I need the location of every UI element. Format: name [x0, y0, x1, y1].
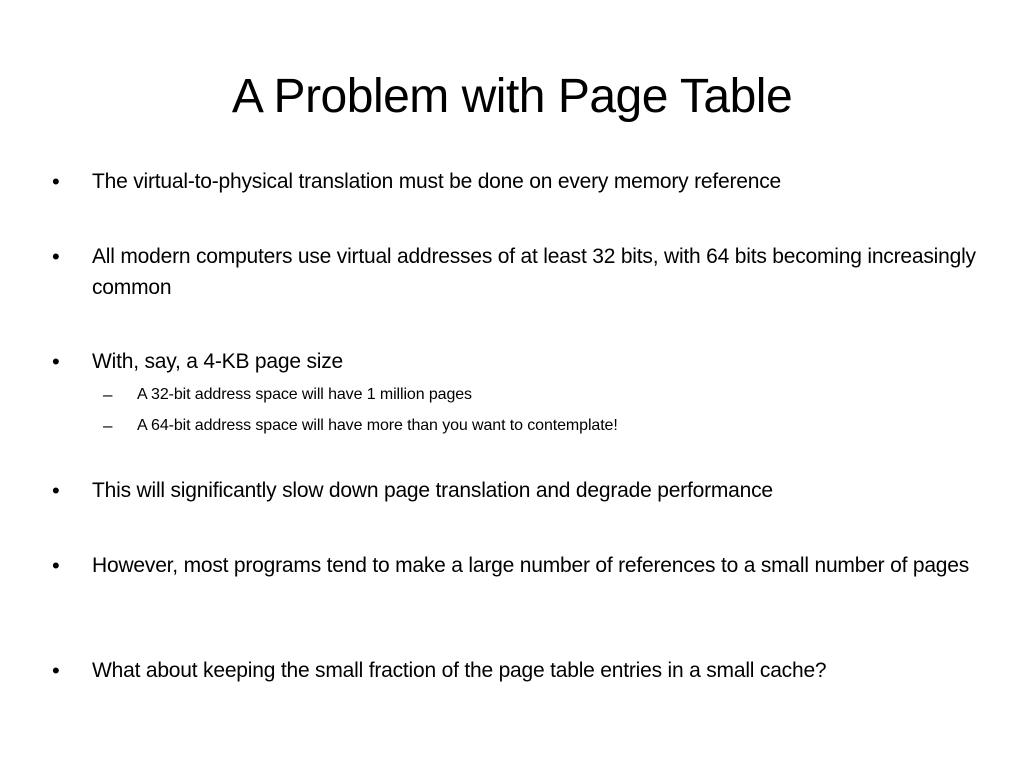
sub-bullet-text: A 32-bit address space will have 1 million pages [137, 386, 472, 403]
slide-title: A Problem with Page Table [231, 70, 793, 123]
bullet-marker: • [52, 478, 60, 503]
sub-bullet-text: A 64-bit address space will have more than you want to contemplate! [137, 417, 618, 434]
sub-bullet-marker: – [103, 385, 113, 404]
bullet-marker: • [52, 658, 60, 683]
bullet-marker: • [52, 553, 60, 578]
bullet-text: The virtual-to-physical translation must be done on every memory reference [92, 170, 782, 193]
bullet-text: However, most programs tend to make a large number of references to a small number of pages [92, 554, 970, 577]
bullet-marker: • [52, 244, 60, 269]
bullet-marker: • [52, 169, 60, 194]
bullet-text: This will significantly slow down page translation and degrade performance [92, 479, 773, 502]
bullet-marker: • [52, 349, 60, 374]
bullet-text: All modern computers use virtual addresses of at least 32 bits, with 64 bits becoming increasingly common [92, 245, 976, 299]
bullet-text: With, say, a 4-KB page size [92, 350, 343, 373]
bullet-text: What about keeping the small fraction of the page table entries in a small cache? [92, 659, 827, 682]
sub-bullet-marker: – [103, 416, 113, 435]
